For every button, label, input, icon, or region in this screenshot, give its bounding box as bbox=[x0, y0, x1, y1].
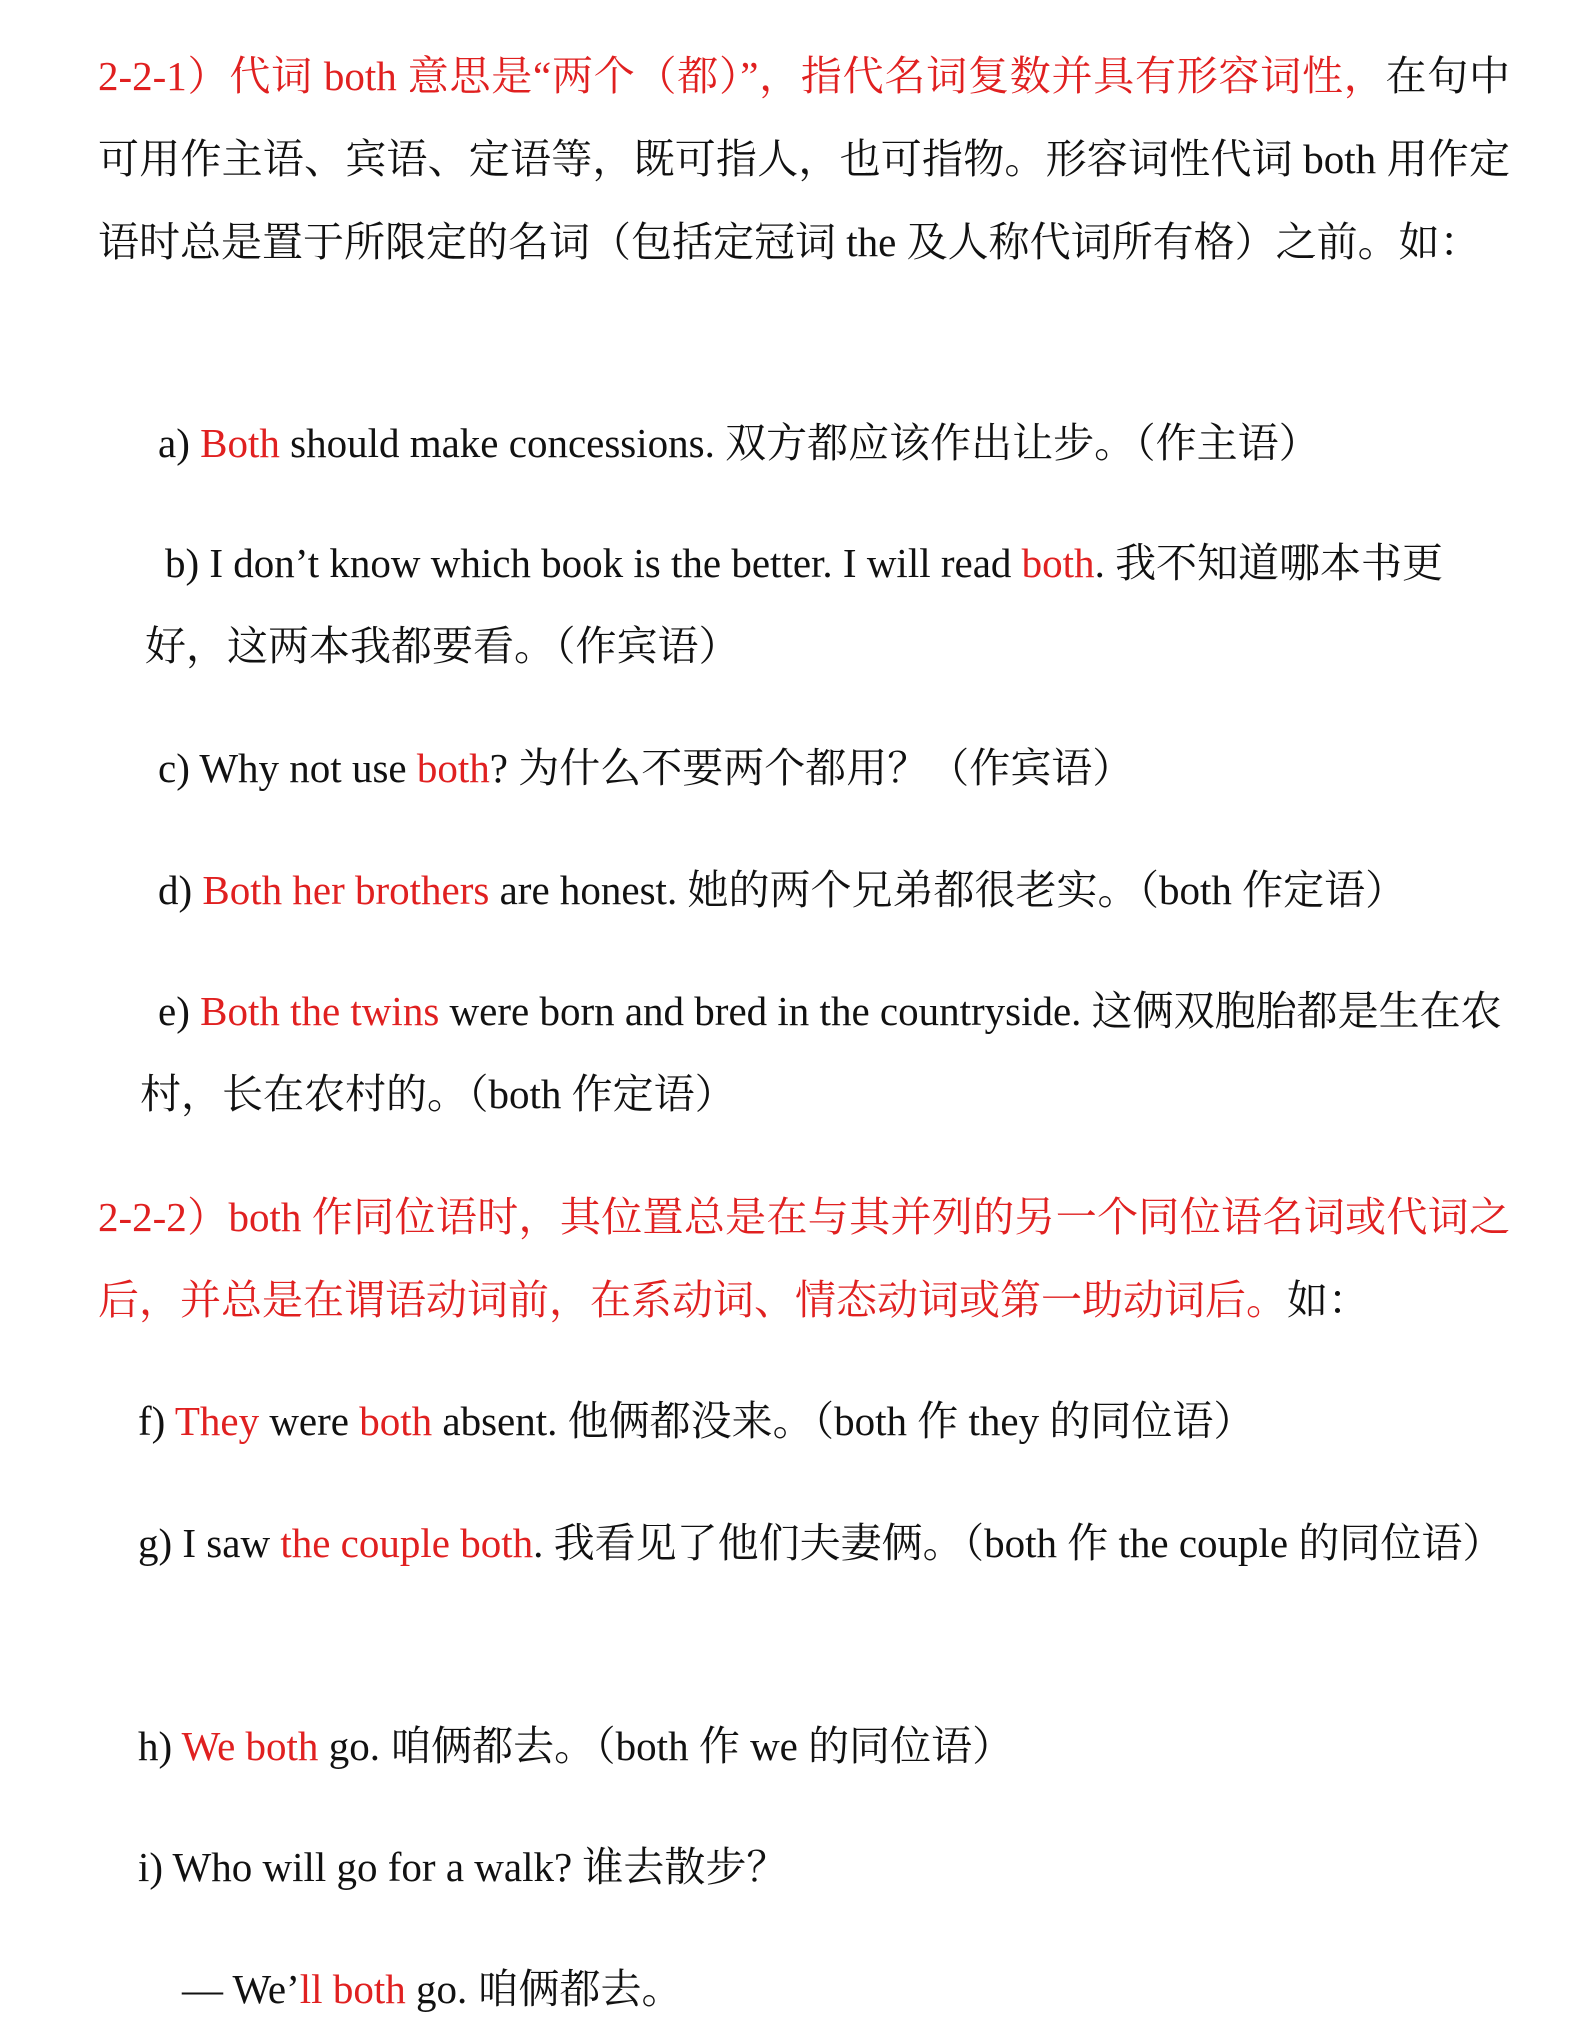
example-i-answer-text-2: go. 咱俩都去。 bbox=[405, 1966, 683, 2012]
example-e-label: e) bbox=[158, 988, 201, 1034]
example-g-text-1: g) I saw bbox=[138, 1520, 281, 1566]
example-f-highlight-2: both bbox=[359, 1398, 433, 1444]
example-d bbox=[158, 849, 1510, 932]
example-c-text-1: c) Why not use bbox=[158, 745, 417, 791]
example-f bbox=[138, 1380, 1510, 1463]
example-c-text-2: ? 为什么不要两个都用？（作宾语） bbox=[489, 745, 1134, 791]
section-2-2-1-body: 在句中可用作主语、宾语、定语等，既可指人，也可指物。形容词性代词 both 用作定语时总是置于所限定的名词（包括定冠词 the 及人称代词所有格）之前。如： bbox=[98, 53, 1511, 265]
example-b-highlight: both bbox=[1021, 540, 1095, 586]
example-f-text-1: were bbox=[259, 1398, 360, 1444]
section-2-2-2-suffix: 如： bbox=[1287, 1277, 1369, 1323]
example-c-highlight: both bbox=[416, 745, 490, 791]
example-f-text-2: absent. 他俩都没来。（both 作 they 的同位语） bbox=[432, 1398, 1255, 1444]
example-f-highlight-1: They bbox=[174, 1398, 260, 1444]
example-a-label: a) bbox=[158, 420, 201, 466]
example-a-text: should make concessions. 双方都应该作出让步。（作主语） bbox=[279, 420, 1320, 466]
example-h bbox=[138, 1705, 1510, 1788]
example-e-highlight: Both the twins bbox=[200, 988, 440, 1034]
example-i-text: i) Who will go for a walk? 谁去散步？ bbox=[138, 1844, 788, 1890]
example-e-text: were born and bred in the countryside. 这俩双胞胎都是生在农村，长在农村的。（both 作定语） bbox=[140, 988, 1502, 1117]
example-g-highlight: the couple both bbox=[280, 1520, 534, 1566]
example-c bbox=[158, 727, 1510, 810]
example-g-text-2: . 我看见了他们夫妻俩。（both 作 the couple 的同位语） bbox=[533, 1520, 1504, 1566]
example-d-text: are honest. 她的两个兄弟都很老实。（both 作定语） bbox=[489, 867, 1407, 913]
example-d-highlight: Both her brothers bbox=[202, 867, 490, 913]
section-2-2-1 bbox=[98, 35, 1510, 284]
example-g bbox=[98, 1502, 1510, 1585]
example-i bbox=[138, 1826, 1510, 1909]
example-h-label: h) bbox=[138, 1723, 182, 1769]
example-e bbox=[140, 970, 1510, 1136]
example-i-answer bbox=[182, 1948, 1510, 2031]
example-b-text-1: b) I don’t know which book is the better. I will read bbox=[165, 540, 1022, 586]
example-b-text-2: . 我不知道哪本书更好，这两本我都要看。（作宾语） bbox=[145, 540, 1444, 669]
example-b bbox=[145, 522, 1490, 688]
example-a bbox=[158, 402, 1510, 485]
example-a-highlight: Both bbox=[200, 420, 280, 466]
example-d-label: d) bbox=[158, 867, 203, 913]
example-f-label: f) bbox=[138, 1398, 175, 1444]
section-2-2-2 bbox=[98, 1176, 1510, 1342]
section-2-2-2-heading: 2-2-2）both 作同位语时，其位置总是在与其并列的另一个同位语名词或代词之后，并总是在谓语动词前，在系动词、情态动词或第一助动词后。 bbox=[98, 1194, 1510, 1323]
section-2-2-1-heading: 2-2-1）代词 both 意思是“两个（都）”，指代名词复数并具有形容词性， bbox=[98, 53, 1386, 99]
example-h-highlight: We both bbox=[181, 1723, 319, 1769]
example-h-text: go. 咱俩都去。（both 作 we 的同位语） bbox=[318, 1723, 1014, 1769]
example-i-answer-text-1: — We’ bbox=[182, 1966, 300, 2012]
example-i-answer-highlight: ll both bbox=[299, 1966, 406, 2012]
